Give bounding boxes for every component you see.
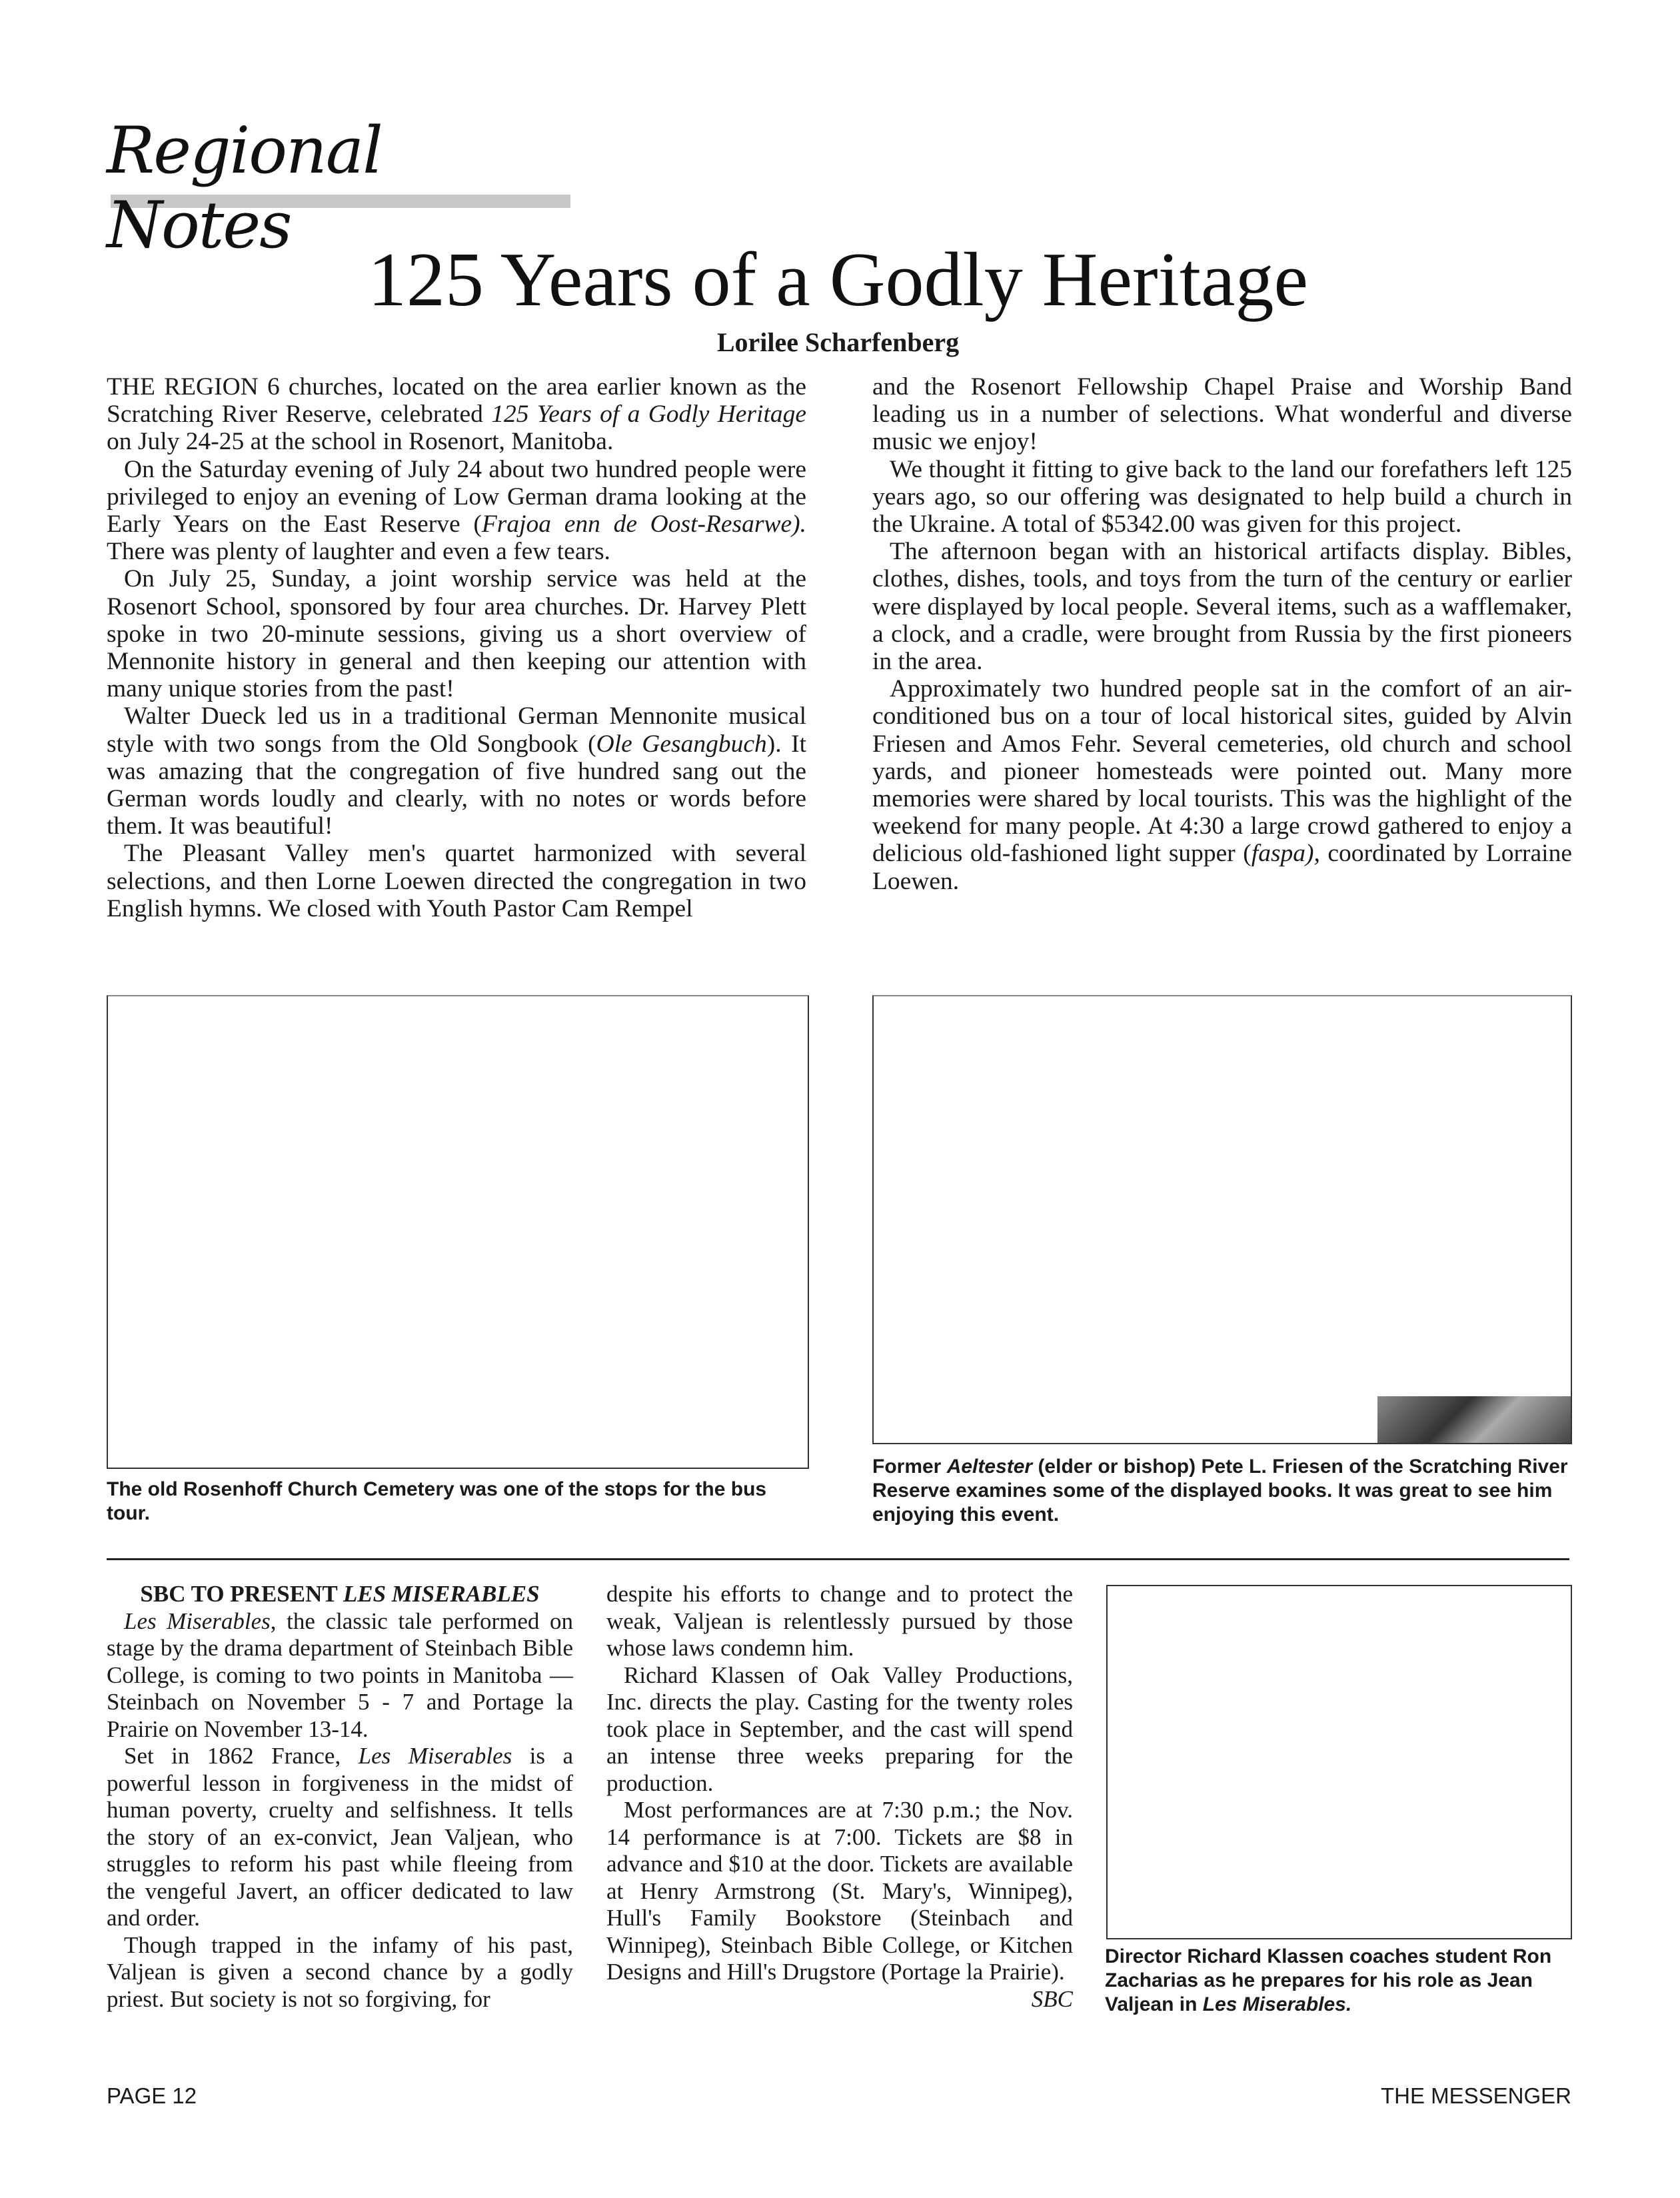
photo-fragment <box>1377 1396 1571 1443</box>
page-number: PAGE 12 <box>107 2083 197 2108</box>
photo-cemetery <box>107 995 809 1469</box>
paragraph: The afternoon began with an historical artifacts display. Bibles, clothes, dishes, tools, and toys from the turn of the century or earlier were displayed by local people. Several items, such as a wafflemaker, a clock, and a cradle, were brought from Russia by the first pioneers in the area. <box>872 538 1572 676</box>
caption-aeltester: Former Aeltester (elder or bishop) Pete L. Friesen of the Scratching River Reserve examines some of the displayed books. It was great to see him enjoying this event. <box>872 1456 1568 1526</box>
paragraph: We thought it fitting to give back to the land our forefathers left 125 years ago, so our offering was designated to help build a church in the Ukraine. A total of $5342.00 was given for this project. <box>872 455 1572 539</box>
publication-name: THE MESSENGER <box>1380 2083 1571 2108</box>
article-byline: Lorilee Scharfenberg <box>716 327 960 357</box>
paragraph: Richard Klassen of Oak Valley Productions, Inc. directs the play. Casting for the twenty roles took place in September, and the cast will spend an intense three weeks preparing for the production. <box>606 1661 1073 1796</box>
paragraph: Les Miserables, the classic tale performed on stage by the drama department of Steinbach Bible College, is coming to two points in Manitoba — Steinbach on November 5 - 7 and Portage la Prairie on November 13-14. <box>107 1608 573 1742</box>
paragraph: Set in 1862 France, Les Miserables is a powerful lesson in forgiveness in the midst of human poverty, cruelty and selfishness. It tells the story of an ex-convict, Jean Valjean, who struggles to reform his past while fleeing from the vengeful Javert, an officer dedicated to law and order. <box>107 1743 573 1931</box>
section-header <box>107 113 573 263</box>
sbc-column-middle <box>606 1581 1073 2013</box>
paragraph: despite his efforts to change and to protect the weak, Valjean is relentlessly pursued by those whose laws condemn him. <box>606 1581 1073 1661</box>
article-column-left <box>107 373 806 922</box>
paragraph: Approximately two hundred people sat in the comfort of an air-conditioned bus on a tour of local historical sites, guided by Alvin Friesen and Amos Fehr. Several cemeteries, old church and school yards, and pioneer homesteads were pointed out. Many more memories were shared by local tourists. This was the highlight of the weekend for many people. At 4:30 a large crowd gathered to enjoy a delicious old-fashioned light supper (faspa), coordinated by Lorraine Loewen. <box>872 675 1572 895</box>
caption-director: Director Richard Klassen coaches student Ron Zacharias as he prepares for his role as Jean Valjean in Les Miserables. <box>1105 1945 1552 2015</box>
paragraph: and the Rosenort Fellowship Chapel Praise and Worship Band leading us in a number of selections. What wonderful and diverse music we enjoy! <box>872 373 1572 456</box>
photo-director <box>1106 1585 1572 1939</box>
paragraph: On July 25, Sunday, a joint worship service was held at the Rosenort School, sponsored by four area churches. Dr. Harvey Plett spoke in two 20-minute sessions, giving us a short overview of Mennonite history in general and then keeping our attention with many unique stories from the past! <box>107 565 806 703</box>
caption-cemetery: The old Rosenhoff Church Cemetery was one of the stops for the bus tour. <box>107 1478 767 1524</box>
paragraph: On the Saturday evening of July 24 about two hundred people were privileged to enjoy an evening of Low German drama looking at the Early Years on the East Reserve (Frajoa enn de Oost-Resarwe). There was plenty of laughter and even a few tears. <box>107 455 807 566</box>
section-divider <box>107 1558 1569 1560</box>
paragraph: Walter Dueck led us in a traditional German Mennonite musical style with two songs from the Old Songbook (Ole Gesangbuch). It was amazing that the congregation of five hundred sang out the German words loudly and clearly, with no notes or words before them. It was beautiful! <box>107 702 807 840</box>
sbc-title: SBC TO PRESENT LES MISERABLES <box>140 1581 540 1607</box>
article-headline: 125 Years of a Godly Heritage <box>367 237 1309 323</box>
paragraph: THE REGION 6 churches, located on the area earlier known as the Scratching River Reserve, celebrated 125 Years of a Godly Heritage on July 24-25 at the school in Rosenort, Manitoba. <box>107 373 807 456</box>
sbc-column-left <box>107 1581 573 2013</box>
sbc-signoff: SBC <box>1031 1985 1073 2012</box>
article-column-right <box>872 373 1572 895</box>
paragraph: Though trapped in the infamy of his past, Valjean is given a second chance by a godly priest. But society is not so forgiving, for <box>107 1931 573 2012</box>
section-title: Regional Notes <box>107 113 382 263</box>
photo-aeltester <box>872 995 1572 1444</box>
paragraph: Most performances are at 7:30 p.m.; the Nov. 14 performance is at 7:00. Tickets are $8 in advance and $10 at the door. Tickets are available at Henry Armstrong (St. Mary's, Winnipeg), Hull's Family Bookstore (Steinbach and Winnipeg), Steinbach Bible College, or Kitchen Designs and Hill's Drugstore (Portage la Prairie). <box>606 1797 1073 1985</box>
paragraph: The Pleasant Valley men's quartet harmonized with several selections, and then Lorne Loewen directed the congregation in two English hymns. We closed with Youth Pastor Cam Rempel <box>107 840 806 922</box>
